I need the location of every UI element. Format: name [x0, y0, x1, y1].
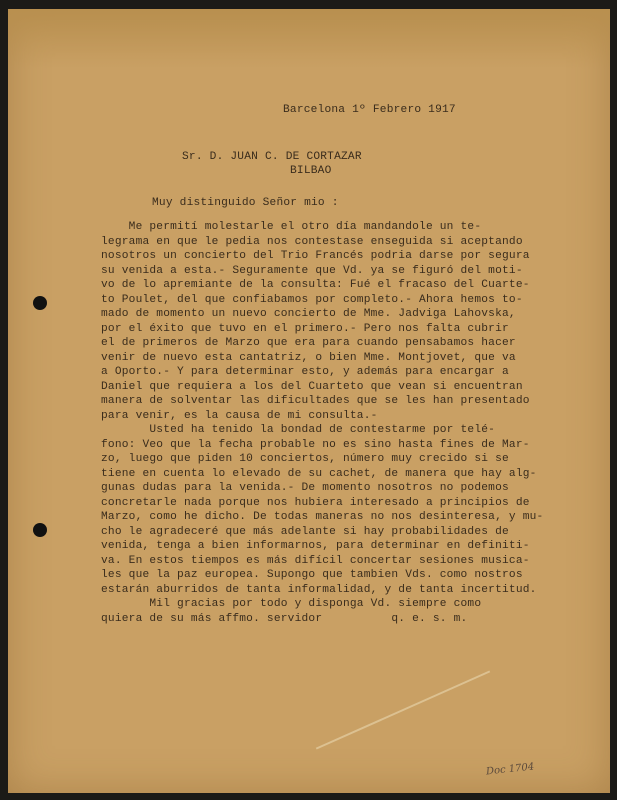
body-line: a Oporto.- Y para determinar esto, y además para encargar a	[101, 366, 509, 378]
body-line: nosotros un concierto del Trio Francés podria darse por segura	[101, 250, 530, 262]
body-line: to Poulet, del que confiabamos por completo.- Ahora hemos to-	[101, 293, 523, 306]
body-line: por el éxito que tuvo en el primero.- Pero nos falta cubrir	[101, 322, 509, 335]
body-line: fono: Veo que la fecha probable no es sino hasta fines de Mar-	[101, 438, 530, 451]
recipient-name: Sr. D. JUAN C. DE CORTAZAR	[182, 151, 362, 163]
body-line: Usted ha tenido la bondad de contestarme por telé-	[101, 424, 496, 436]
body-line: tiene en cuenta lo elevado de su cachet, de manera que hay alg-	[101, 467, 537, 480]
body-line: Marzo, como he dicho. De todas maneras no nos desinteresa, y mu-	[101, 511, 544, 523]
letter-page	[8, 9, 610, 793]
body-line: quiera de su más affmo. servidor q. e. s. m.	[101, 612, 468, 625]
punch-hole	[33, 296, 47, 310]
body-line: concretarle nada porque nos hubiera interesado a principios de	[101, 496, 530, 509]
archive-note: Doc 1704	[485, 761, 535, 778]
body-line: cho le agradeceré que más adelante si hay probabilidades de	[101, 525, 509, 538]
body-line: mado de momento un nuevo concierto de Mme. Jadviga Lahovska,	[101, 308, 516, 320]
body-line: legrama en que le pedia nos contestase enseguida si aceptando	[101, 235, 523, 248]
body-line: venida, tenga a bien informarnos, para determinar en definiti-	[101, 540, 530, 552]
letter-body	[101, 220, 543, 626]
body-line: estarán aburridos de tanta informalidad, y de tanta incertitud.	[101, 583, 537, 596]
body-line: manera de solventar las dificultades que se les han presentado	[101, 395, 530, 407]
body-line: su venida a esta.- Seguramente que Vd. ya se figuró del moti-	[101, 264, 523, 277]
date-line: Barcelona 1º Febrero 1917	[283, 104, 456, 116]
body-line: el de primeros de Marzo que era para cuando pensabamos hacer	[101, 337, 516, 349]
body-line: Daniel que requiera a los del Cuarteto que vean si encuentran	[101, 380, 523, 393]
body-line: zo, luego que piden 10 conciertos, número muy crecido si se	[101, 453, 509, 465]
body-line: vo de lo apremiante de la consulta: Fué el fracaso del Cuarte-	[101, 279, 530, 291]
body-line: para venir, es la causa de mi consulta.-	[101, 409, 378, 422]
body-line: Mil gracias por todo y disponga Vd. siempre como	[101, 598, 482, 610]
body-line: venir de nuevo esta cantatriz, o bien Mme. Montjovet, que va	[101, 351, 516, 364]
recipient-city: BILBAO	[290, 165, 332, 177]
body-line: les que la paz europea. Supongo que tambien Vds. como nostros	[101, 569, 523, 581]
salutation: Muy distinguido Señor mio :	[152, 197, 339, 209]
punch-hole	[33, 523, 47, 537]
paper-crease	[316, 670, 490, 749]
body-line: va. En estos tiempos es más difícil concertar sesiones musica-	[101, 554, 530, 567]
body-line: gunas dudas para la venida.- De momento nosotros no podemos	[101, 482, 509, 494]
body-line: Me permití molestarle el otro día mandandole un te-	[101, 221, 482, 233]
